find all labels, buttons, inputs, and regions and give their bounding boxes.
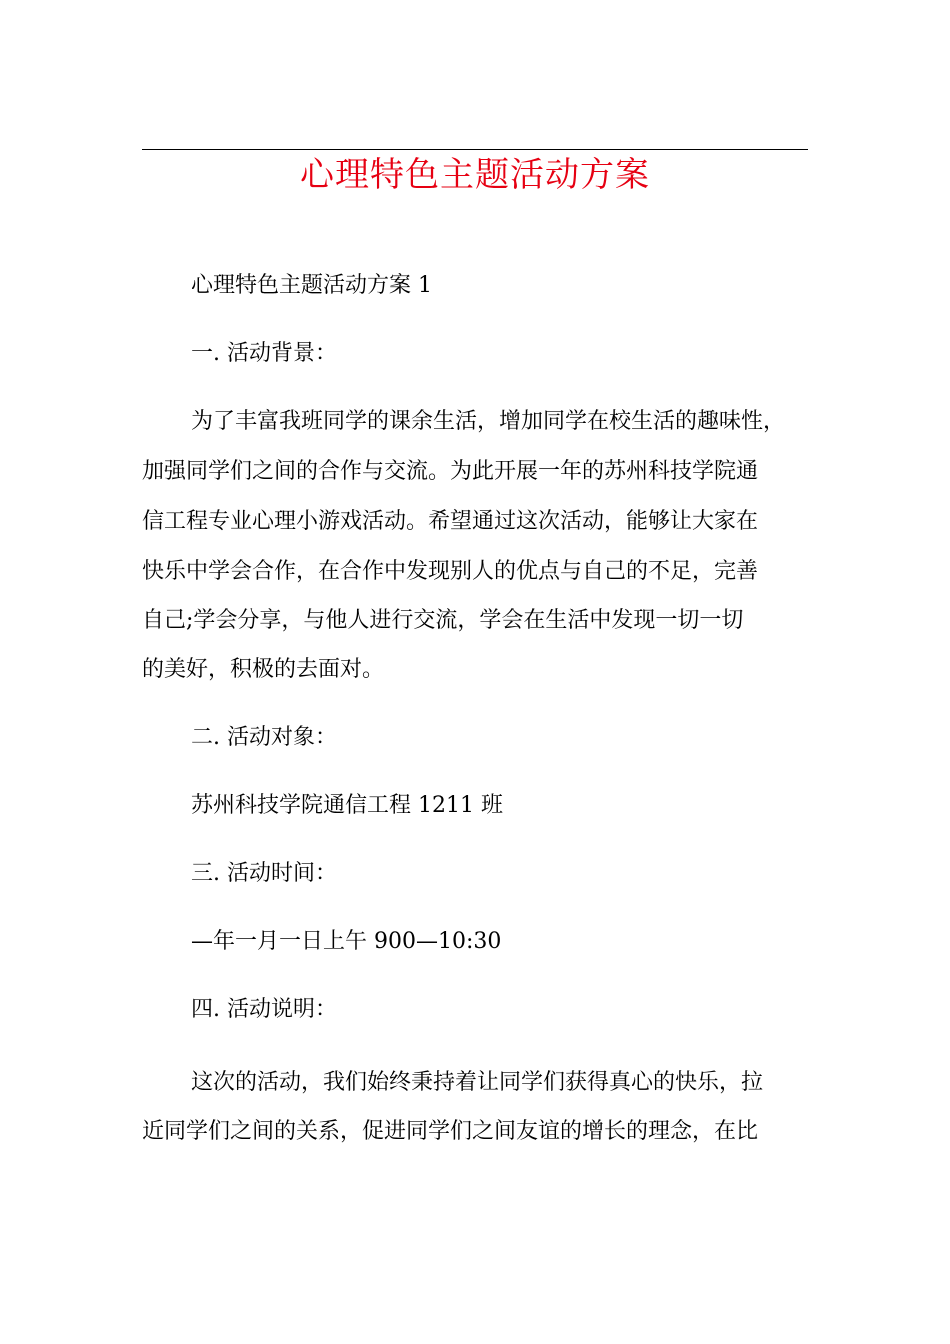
paragraph-line: 加强同学们之间的合作与交流。为此开展一年的苏州科技学院通 [142,459,759,484]
paragraph-line: 近同学们之间的关系，促进同学们之间友谊的增长的理念，在比 [142,1119,759,1144]
paragraph-line: 自己;学会分享，与他人进行交流，学会在生活中发现一切一切 [142,608,744,633]
document-title: 心理特色主题活动方案 [300,155,650,195]
paragraph-line: 的美好，积极的去面对。 [142,657,385,682]
paragraph-line: 这次的活动，我们始终秉持着让同学们获得真心的快乐，拉 [191,1070,764,1095]
paragraph-line: 信工程专业心理小游戏活动。希望通过这次活动，能够让大家在 [142,509,759,534]
section-heading-time: 三. 活动时间： [191,861,337,886]
paragraph-line: 为了丰富我班同学的课余生活，增加同学在校生活的趣味性， [191,409,786,434]
paragraph-line: 快乐中学会合作，在合作中发现别人的优点与自己的不足，完善 [142,559,759,584]
subtitle: 心理特色主题活动方案 1 [191,273,432,298]
target-text: 苏州科技学院通信工程 1211 班 [191,793,503,818]
time-text: —年一月一日上午 900—10:30 [191,929,502,954]
section-heading-background: 一. 活动背景： [191,341,337,366]
section-heading-target: 二. 活动对象： [191,725,337,750]
section-heading-description: 四. 活动说明： [191,997,337,1022]
